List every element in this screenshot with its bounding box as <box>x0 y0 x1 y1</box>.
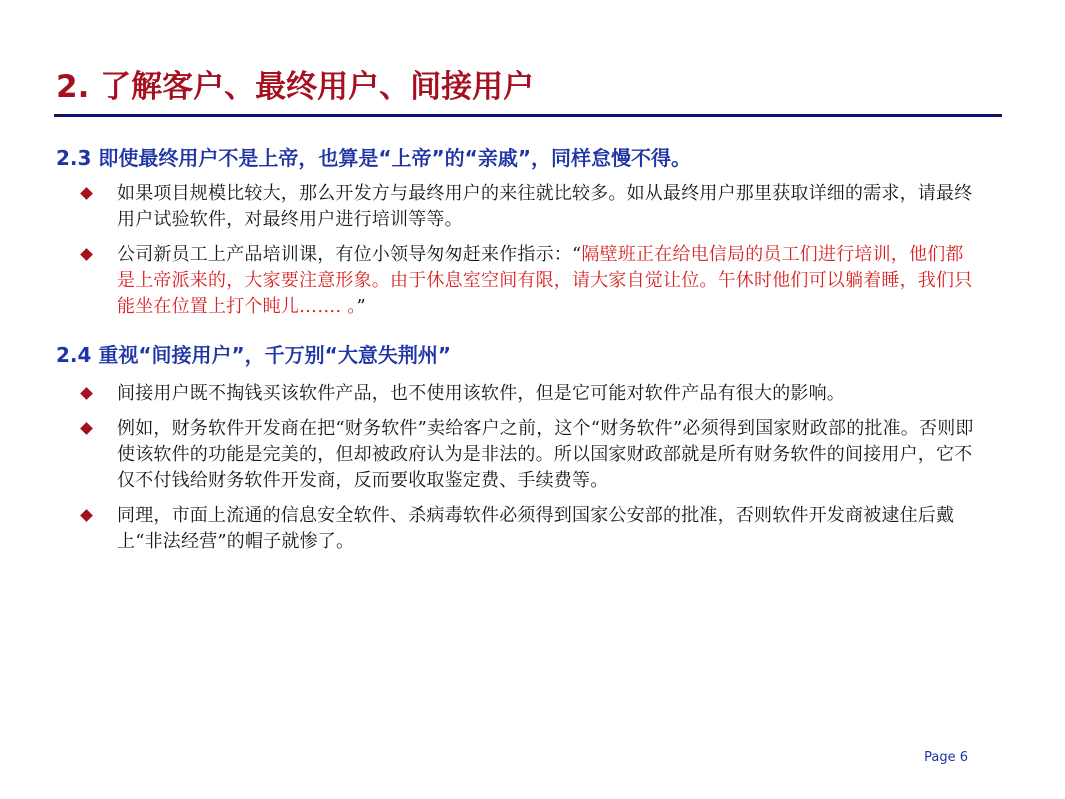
bullet-item <box>80 181 980 233</box>
bullet-text: 如果项目规模比较大，那么开发方与最终用户的来往就比较多。如从最终用户那里获取详细的需求，请最终用户试验软件，对最终用户进行培训等等。 <box>117 183 973 230</box>
bullet-text-before-quote: 公司新员工上产品培训课，有位小领导匆匆赶来作指示：“ <box>117 244 582 265</box>
bullet-list-2-3 <box>80 181 980 329</box>
highlighted-quote-text: 隔壁班正在给电信局的员工们进行培训，他们都是上帝派来的，大家要注意形象。由于休息室空间有限，请大家自觉让位。午休时他们可以躺着睡，我们只能坐在位置上打个盹儿……. 。 <box>117 244 973 317</box>
bullet-text: 例如，财务软件开发商在把“财务软件”卖给客户之前，这个“财务软件”必须得到国家财政部的批准。否则即使该软件的功能是完美的，但却被政府认为是非法的。所以国家财政部就是所有财务软件的间接用户，它不仅不付钱给财务软件开发商，反而要收取鉴定费、手续费等。 <box>117 418 974 491</box>
diamond-bullet-icon <box>80 422 93 435</box>
diamond-bullet-icon <box>80 187 93 200</box>
slide-title: 2. 了解客户、最终用户、间接用户 <box>56 69 535 105</box>
bullet-text-after-quote: ” <box>356 296 366 317</box>
bullet-item <box>80 381 980 407</box>
diamond-bullet-icon <box>80 387 93 400</box>
bullet-text: 同理，市面上流通的信息安全软件、杀病毒软件必须得到国家公安部的批准，否则软件开发商被逮住后戴上“非法经营”的帽子就惨了。 <box>117 505 955 552</box>
bullet-item <box>80 416 980 494</box>
page-number: Page 6 <box>924 750 968 765</box>
bullet-list-2-4 <box>80 381 980 564</box>
title-divider <box>54 114 1002 117</box>
diamond-bullet-icon <box>80 509 93 522</box>
bullet-item <box>80 503 980 555</box>
bullet-text: 间接用户既不掏钱买该软件产品，也不使用该软件，但是它可能对软件产品有很大的影响。 <box>117 383 845 404</box>
diamond-bullet-icon <box>80 248 93 261</box>
section-heading-2-4: 2.4 重视“间接用户”，千万别“大意失荆州” <box>56 343 451 367</box>
bullet-item <box>80 242 980 320</box>
section-heading-2-3: 2.3 即使最终用户不是上帝，也算是“上帝”的“亲戚”，同样怠慢不得。 <box>56 146 691 170</box>
